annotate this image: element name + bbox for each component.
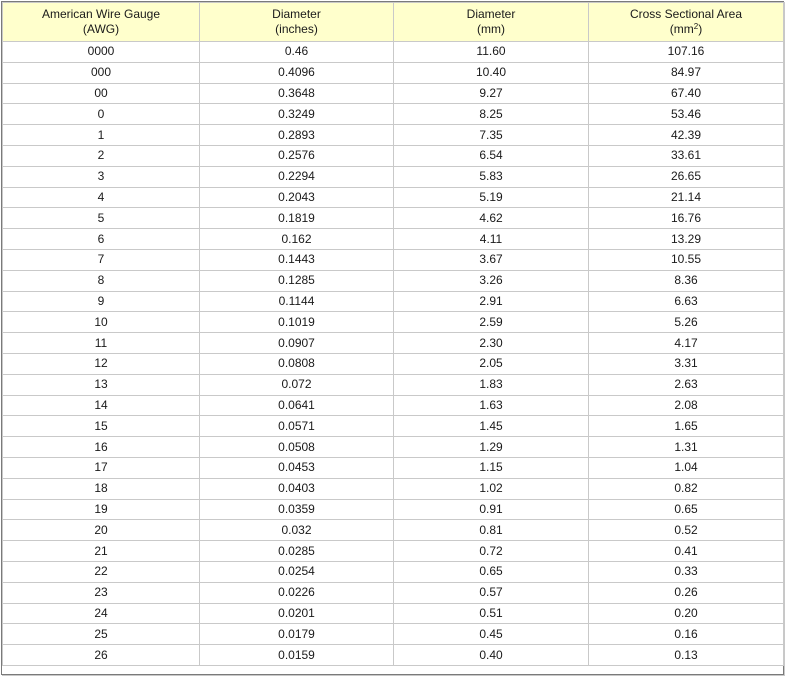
table-row xyxy=(3,145,784,166)
cell-diameter-inches: 0.0508 xyxy=(200,437,394,458)
cell-awg: 0000 xyxy=(3,42,200,63)
cell-awg: 23 xyxy=(3,582,200,603)
cell-area-mm2: 0.65 xyxy=(589,499,784,520)
cell-diameter-mm: 2.59 xyxy=(394,312,589,333)
cell-diameter-inches: 0.1144 xyxy=(200,291,394,312)
cell-diameter-mm: 9.27 xyxy=(394,83,589,104)
header-awg xyxy=(3,3,200,42)
cell-diameter-inches: 0.2576 xyxy=(200,145,394,166)
cell-awg: 26 xyxy=(3,645,200,666)
cell-diameter-inches: 0.2043 xyxy=(200,187,394,208)
cell-awg: 13 xyxy=(3,374,200,395)
table-row xyxy=(3,166,784,187)
cell-diameter-inches: 0.1285 xyxy=(200,270,394,291)
cell-area-mm2: 84.97 xyxy=(589,62,784,83)
cell-area-mm2: 42.39 xyxy=(589,125,784,146)
header-area-unit-end: ) xyxy=(698,22,703,36)
cell-diameter-mm: 3.26 xyxy=(394,270,589,291)
cell-area-mm2: 0.26 xyxy=(589,582,784,603)
cell-awg: 9 xyxy=(3,291,200,312)
cell-diameter-mm: 2.05 xyxy=(394,353,589,374)
cell-diameter-inches: 0.0808 xyxy=(200,353,394,374)
cell-awg: 000 xyxy=(3,62,200,83)
cell-diameter-inches: 0.0254 xyxy=(200,561,394,582)
table-row xyxy=(3,62,784,83)
cell-awg: 17 xyxy=(3,457,200,478)
cell-area-mm2: 0.33 xyxy=(589,561,784,582)
cell-diameter-mm: 11.60 xyxy=(394,42,589,63)
table-row xyxy=(3,437,784,458)
cell-diameter-mm: 4.11 xyxy=(394,229,589,250)
header-diameter-inches xyxy=(200,3,394,42)
header-area-unit-start: (mm xyxy=(669,22,694,36)
table-body xyxy=(3,42,784,666)
table-row xyxy=(3,270,784,291)
table-row xyxy=(3,520,784,541)
header-diameter-inches-unit: (inches) xyxy=(275,22,318,36)
cell-diameter-mm: 10.40 xyxy=(394,62,589,83)
header-diameter-inches-title: Diameter xyxy=(272,7,321,21)
wire-gauge-table xyxy=(2,2,784,666)
cell-awg: 19 xyxy=(3,499,200,520)
header-awg-title: American Wire Gauge xyxy=(41,7,161,21)
cell-diameter-mm: 1.02 xyxy=(394,478,589,499)
cell-diameter-mm: 0.51 xyxy=(394,603,589,624)
cell-area-mm2: 1.04 xyxy=(589,457,784,478)
cell-diameter-inches: 0.3249 xyxy=(200,104,394,125)
cell-awg: 21 xyxy=(3,541,200,562)
cell-area-mm2: 0.20 xyxy=(589,603,784,624)
cell-diameter-inches: 0.0571 xyxy=(200,416,394,437)
cell-diameter-mm: 0.45 xyxy=(394,624,589,645)
table-row xyxy=(3,291,784,312)
cell-area-mm2: 0.41 xyxy=(589,541,784,562)
cell-diameter-mm: 0.81 xyxy=(394,520,589,541)
table-row xyxy=(3,42,784,63)
cell-awg: 1 xyxy=(3,125,200,146)
cell-area-mm2: 53.46 xyxy=(589,104,784,125)
cell-area-mm2: 33.61 xyxy=(589,145,784,166)
header-cross-sectional-area xyxy=(589,3,784,42)
cell-diameter-inches: 0.0201 xyxy=(200,603,394,624)
cell-awg: 00 xyxy=(3,83,200,104)
cell-awg: 25 xyxy=(3,624,200,645)
cell-awg: 16 xyxy=(3,437,200,458)
cell-diameter-inches: 0.0907 xyxy=(200,333,394,354)
table-row xyxy=(3,353,784,374)
table-row xyxy=(3,374,784,395)
cell-awg: 4 xyxy=(3,187,200,208)
table-row xyxy=(3,208,784,229)
header-diameter-mm xyxy=(394,3,589,42)
cell-area-mm2: 107.16 xyxy=(589,42,784,63)
cell-diameter-inches: 0.46 xyxy=(200,42,394,63)
cell-area-mm2: 2.08 xyxy=(589,395,784,416)
table-row xyxy=(3,104,784,125)
cell-awg: 15 xyxy=(3,416,200,437)
table-row xyxy=(3,416,784,437)
cell-diameter-inches: 0.0285 xyxy=(200,541,394,562)
table-row xyxy=(3,603,784,624)
cell-diameter-inches: 0.2294 xyxy=(200,166,394,187)
cell-diameter-mm: 0.91 xyxy=(394,499,589,520)
header-area-title: Cross Sectional Area xyxy=(629,7,743,21)
cell-area-mm2: 0.52 xyxy=(589,520,784,541)
header-area-unit-superscript: 2 xyxy=(693,22,699,31)
cell-diameter-inches: 0.1819 xyxy=(200,208,394,229)
cell-diameter-inches: 0.0179 xyxy=(200,624,394,645)
cell-diameter-mm: 2.91 xyxy=(394,291,589,312)
cell-awg: 22 xyxy=(3,561,200,582)
cell-diameter-mm: 7.35 xyxy=(394,125,589,146)
cell-diameter-mm: 5.19 xyxy=(394,187,589,208)
cell-awg: 11 xyxy=(3,333,200,354)
cell-awg: 6 xyxy=(3,229,200,250)
cell-diameter-mm: 4.62 xyxy=(394,208,589,229)
cell-area-mm2: 1.31 xyxy=(589,437,784,458)
cell-diameter-inches: 0.032 xyxy=(200,520,394,541)
table-row xyxy=(3,249,784,270)
cell-diameter-inches: 0.4096 xyxy=(200,62,394,83)
cell-diameter-mm: 1.83 xyxy=(394,374,589,395)
cell-diameter-mm: 3.67 xyxy=(394,249,589,270)
cell-diameter-inches: 0.0453 xyxy=(200,457,394,478)
cell-awg: 24 xyxy=(3,603,200,624)
cell-area-mm2: 67.40 xyxy=(589,83,784,104)
cell-diameter-inches: 0.0641 xyxy=(200,395,394,416)
table-row xyxy=(3,125,784,146)
table-row xyxy=(3,645,784,666)
table-row xyxy=(3,624,784,645)
cell-awg: 5 xyxy=(3,208,200,229)
cell-area-mm2: 6.63 xyxy=(589,291,784,312)
table-header-row xyxy=(3,3,784,42)
table-row xyxy=(3,541,784,562)
table-row xyxy=(3,333,784,354)
cell-diameter-mm: 0.72 xyxy=(394,541,589,562)
cell-diameter-mm: 2.30 xyxy=(394,333,589,354)
cell-diameter-inches: 0.3648 xyxy=(200,83,394,104)
cell-awg: 0 xyxy=(3,104,200,125)
cell-diameter-mm: 1.45 xyxy=(394,416,589,437)
header-awg-unit: (AWG) xyxy=(82,22,120,36)
cell-area-mm2: 2.63 xyxy=(589,374,784,395)
cell-diameter-mm: 6.54 xyxy=(394,145,589,166)
cell-area-mm2: 3.31 xyxy=(589,353,784,374)
wire-gauge-table-frame xyxy=(1,1,784,675)
cell-diameter-mm: 0.40 xyxy=(394,645,589,666)
cell-awg: 3 xyxy=(3,166,200,187)
cell-area-mm2: 10.55 xyxy=(589,249,784,270)
cell-area-mm2: 8.36 xyxy=(589,270,784,291)
cell-area-mm2: 0.13 xyxy=(589,645,784,666)
cell-diameter-inches: 0.1019 xyxy=(200,312,394,333)
cell-diameter-inches: 0.0159 xyxy=(200,645,394,666)
cell-diameter-mm: 1.29 xyxy=(394,437,589,458)
cell-awg: 10 xyxy=(3,312,200,333)
table-row xyxy=(3,582,784,603)
cell-area-mm2: 4.17 xyxy=(589,333,784,354)
cell-area-mm2: 21.14 xyxy=(589,187,784,208)
header-diameter-mm-title: Diameter xyxy=(466,7,516,21)
table-row xyxy=(3,478,784,499)
cell-awg: 2 xyxy=(3,145,200,166)
cell-diameter-inches: 0.162 xyxy=(200,229,394,250)
table-row xyxy=(3,187,784,208)
cell-diameter-mm: 5.83 xyxy=(394,166,589,187)
cell-area-mm2: 16.76 xyxy=(589,208,784,229)
header-diameter-mm-unit: (mm) xyxy=(477,22,505,36)
cell-diameter-inches: 0.072 xyxy=(200,374,394,395)
cell-area-mm2: 0.16 xyxy=(589,624,784,645)
cell-awg: 18 xyxy=(3,478,200,499)
cell-diameter-mm: 0.57 xyxy=(394,582,589,603)
cell-diameter-inches: 0.0403 xyxy=(200,478,394,499)
table-row xyxy=(3,229,784,250)
cell-diameter-inches: 0.0226 xyxy=(200,582,394,603)
cell-diameter-inches: 0.1443 xyxy=(200,249,394,270)
table-row xyxy=(3,395,784,416)
cell-diameter-mm: 8.25 xyxy=(394,104,589,125)
cell-diameter-mm: 1.63 xyxy=(394,395,589,416)
cell-diameter-mm: 1.15 xyxy=(394,457,589,478)
cell-diameter-inches: 0.0359 xyxy=(200,499,394,520)
cell-awg: 7 xyxy=(3,249,200,270)
header-area-unit xyxy=(670,22,702,36)
cell-area-mm2: 0.82 xyxy=(589,478,784,499)
table-row xyxy=(3,499,784,520)
cell-diameter-mm: 0.65 xyxy=(394,561,589,582)
cell-area-mm2: 5.26 xyxy=(589,312,784,333)
cell-area-mm2: 1.65 xyxy=(589,416,784,437)
table-row xyxy=(3,83,784,104)
cell-awg: 20 xyxy=(3,520,200,541)
cell-awg: 8 xyxy=(3,270,200,291)
table-row xyxy=(3,561,784,582)
cell-area-mm2: 13.29 xyxy=(589,229,784,250)
cell-awg: 12 xyxy=(3,353,200,374)
table-row xyxy=(3,312,784,333)
cell-diameter-inches: 0.2893 xyxy=(200,125,394,146)
cell-area-mm2: 26.65 xyxy=(589,166,784,187)
table-row xyxy=(3,457,784,478)
cell-awg: 14 xyxy=(3,395,200,416)
